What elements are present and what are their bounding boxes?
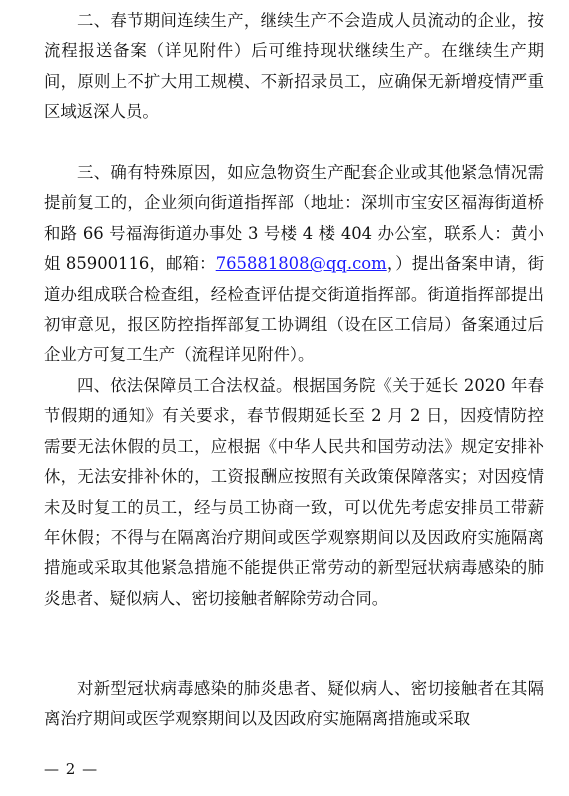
paragraph-patients-contacts: 对新型冠状病毒感染的肺炎患者、疑似病人、密切接触者在其隔离治疗期间或医学观察期间以及因政府实施隔离措施或采取 — [44, 679, 544, 729]
paragraph-early-resumption-text-1: 三、确有特殊原因，如应急物资生产配套企业或其他紧急情况需提前复工的，企业须向街道指挥部（地址：深圳市宝安区福海街道桥和路 66 号福海街道办事处 3 号楼 4 楼 404 办公室，联系人：黄小姐 85900116，邮箱： — [44, 163, 544, 274]
contact-email-link[interactable]: 765881808@qq.com — [215, 254, 387, 274]
paragraph-early-resumption-text-2: ，）提出备案申请，街道办组成联合检查组，经检查评估提交街道指挥部。街道指挥部提出初审意见，报区防控指挥部复工协调组（设在区工信局）备案通过后企业方可复工生产（流程详见附件）。 — [44, 254, 544, 365]
paragraph-early-resumption — [44, 158, 544, 371]
paragraph-continuous-production: 二、春节期间连续生产，继续生产不会造成人员流动的企业，按流程报送备案（详见附件）后可维持现状继续生产。在继续生产期间，原则上不扩大用工规模、不新招录员工，应确保无新增疫情严重区域返深人员。 — [44, 11, 544, 122]
page-number: — 2 — — [44, 760, 99, 778]
paragraph-employee-rights: 四、依法保障员工合法权益。根据国务院《关于延长 2020 年春节假期的通知》有关要求，春节假期延长至 2 月 2 日，因疫情防控需要无法休假的员工，应根据《中华人民共和国劳动法》规定安排补休，无法安排补休的，工资报酬应按照有关政策保障落实；对因疫情未及时复工的员工，经与员工协商一致，可以优先考虑安排员工带薪年休假；不得与在隔离治疗期间或医学观察期间以及因政府实施隔离措施或采取其他紧急措施不能提供正常劳动的新型冠状病毒感染的肺炎患者、疑似病人、密切接触者解除劳动合同。 — [44, 376, 544, 608]
